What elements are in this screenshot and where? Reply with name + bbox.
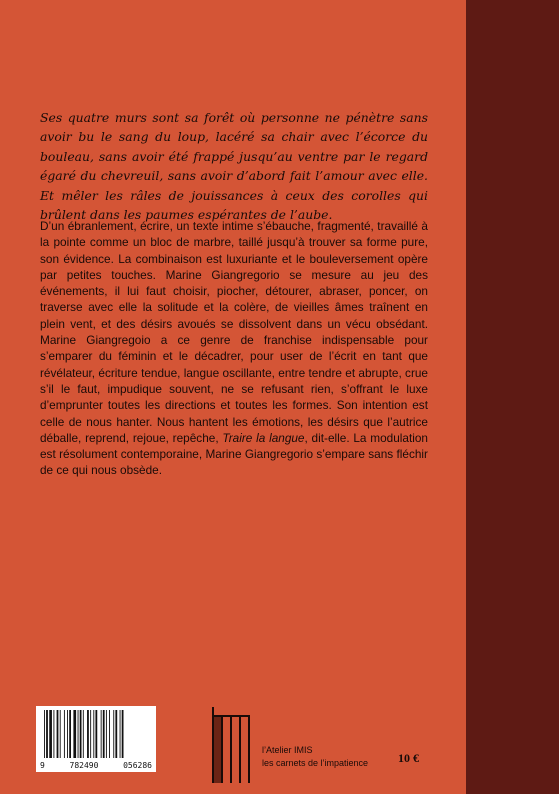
publisher-info: [262, 744, 368, 770]
price: 10 €: [398, 751, 419, 765]
isbn-barcode: [36, 706, 156, 772]
barcode-first-digit: 9: [40, 761, 45, 770]
publisher-logo: [211, 707, 251, 783]
barcode-group-1: 782490: [69, 761, 99, 770]
barcode-bars: [36, 706, 156, 760]
blurb-part-2: , dit-elle. La modulation est résolument contemporaine, Marine Giangregorio s’empare sans fléchir de ce qui nous obsède.: [40, 430, 428, 478]
blurb-part-1: D’un ébranlement, écrire, un texte intime s’ébauche, fragmenté, travaillé à la pointe comme un bloc de marbre, taillé jusqu’à trouver sa forme pure, son évidence. La combinaison est luxuriante et le bouleversement opère par petites touches. Marine Giangregorio se mesure au jeu des événements, il lui faut choisir, piocher, détourer, abraser, poncer, on traverse avec elle la solitude et la colère, de vieilles âmes traînent en plein vent, et des désirs avoués se dissolvent dans un vécu obsédant. Marine Giangregoio a ce genre de franchise indispensable pour s’emparer du féminin et le décadrer, pour user de l’écrit en tant que révélateur, écriture tendue, langue oscillante, entre tendre et abrupte, crue s’il le faut, impudique souvent, ne se refusant rien, s’offrant le luxe d’emprunter toutes les directions et toutes les formes. Son intention est celle de nous hanter. Nous hantent les émotions, les désirs que l’autrice déballe, reprend, rejoue, repêche,: [40, 219, 428, 445]
barcode-group-2: 056286: [123, 761, 152, 770]
publisher-name: l’Atelier IMIS: [262, 745, 313, 755]
barcode-digits: [36, 761, 156, 770]
book-title-mention: Traire la langue: [222, 430, 305, 445]
excerpt-quote: Ses quatre murs sont sa forêt où personne ne pénètre sans avoir bu le sang du loup, lacéré sa chair avec l’écorce du bouleau, sans avoir été frappé jusqu’au ventre par le regard égaré du chevreuil, sans avoir d’abord fait l’amour avec elle. Et mêler les râles de jouissances à ceux des corolles qui brûlent dans les paumes espérantes de l’aube.: [40, 110, 428, 223]
book-spine: [466, 0, 559, 794]
blurb-text: [40, 218, 428, 479]
publisher-collection: les carnets de l’impatience: [262, 758, 369, 768]
